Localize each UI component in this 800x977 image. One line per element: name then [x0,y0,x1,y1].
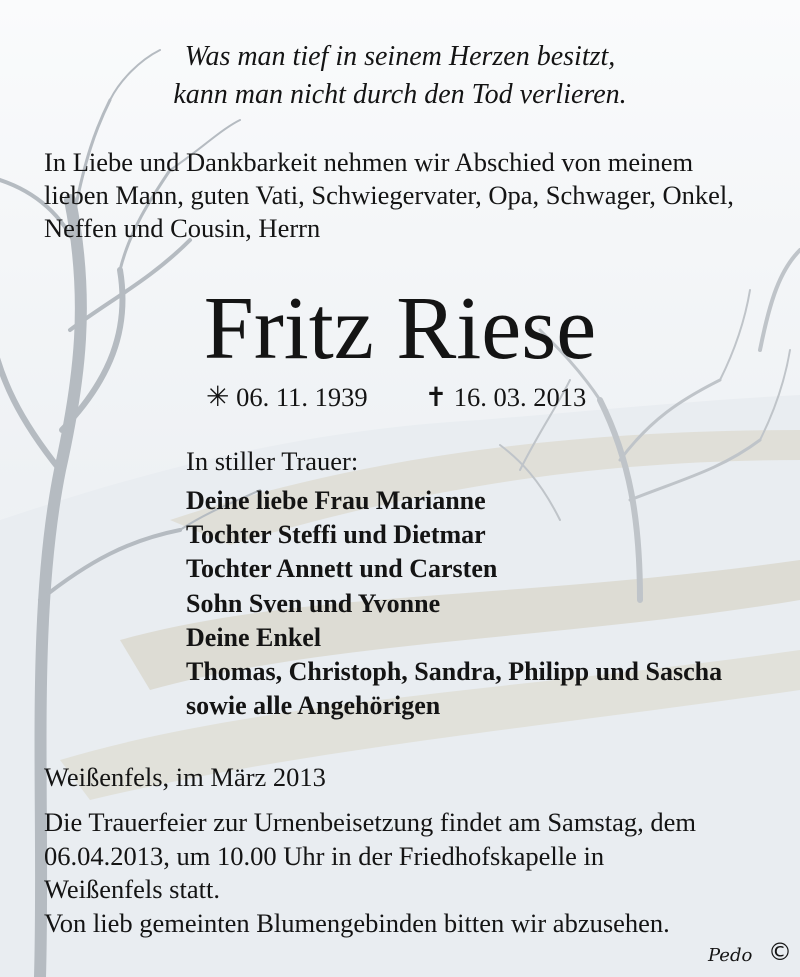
farewell-introduction [44,146,764,245]
notice-line: Die Trauerfeier zur Urnenbeisetzung findet am Samstag, dem [44,807,696,837]
flower-request: Von lieb gemeinten Blumengebinden bitten wir abzusehen. [44,908,670,938]
designer-signature: Pedo [708,945,753,966]
notice-line: 06.04.2013, um 10.00 Uhr in der Friedhofskapelle in [44,840,605,871]
mourners-label: In stiller Trauer: [186,446,359,476]
funeral-notice [44,806,764,907]
quote-line: kann man nicht durch den Tod verlieren. [173,79,627,110]
mourner-line: Tochter Annett und Carsten [186,554,498,584]
mourner-line: Sohn Sven und Yvonne [186,588,441,618]
intro-line: Neffen und Cousin, Herrn [44,213,321,243]
memorial-quote [0,38,800,114]
mourner-line: Deine liebe Frau Marianne [186,486,486,515]
death-cross-icon: ✝ [424,382,448,412]
deceased-name: Fritz Riese [203,279,597,378]
mourner-line: sowie alle Angehörigen [186,691,441,721]
mourners-list [186,484,722,723]
place-and-date: Weißenfels, im März 2013 [44,762,326,792]
copyright-icon: © [768,938,792,966]
mourner-line: Tochter Steffi und Dietmar [186,520,486,550]
intro-line: lieben Mann, guten Vati, Schwiegervater, Opa, Schwager, Onkel, [44,180,734,210]
notice-line: Weißenfels statt. [44,874,220,904]
life-dates [206,380,586,415]
death-date: 16. 03. 2013 [453,382,587,412]
mourner-line: Deine Enkel [186,622,322,652]
birth-date: 06. 11. 1939 [236,382,368,412]
intro-line: In Liebe und Dankbarkeit nehmen wir Abschied von meinem [44,147,694,177]
quote-line: Was man tief in seinem Herzen besitzt, [184,41,616,72]
mourner-line: Thomas, Christoph, Sandra, Philipp und Sascha [186,657,723,687]
birth-star-icon: ✳ [206,382,230,413]
